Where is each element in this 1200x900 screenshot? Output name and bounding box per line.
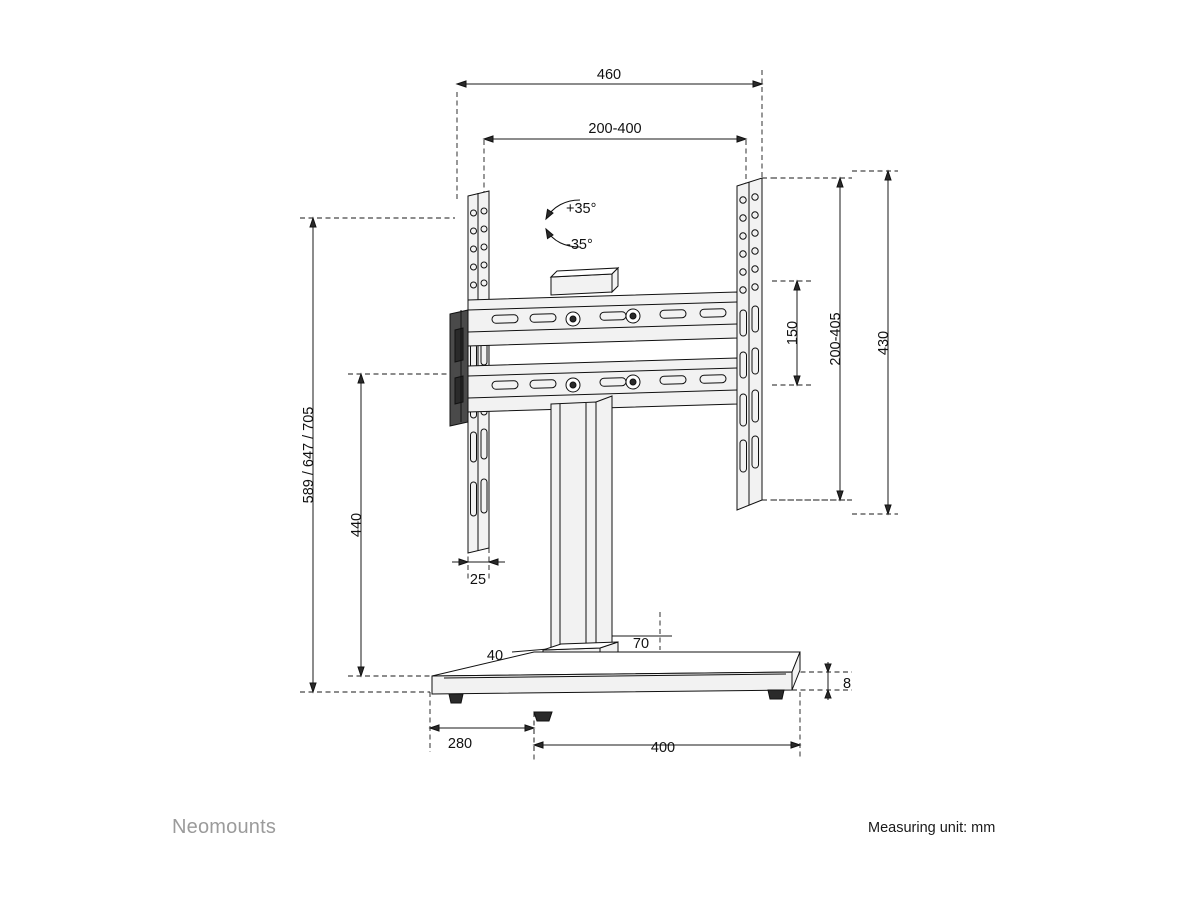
measuring-unit-note: Measuring unit: mm [868,820,996,836]
label-vesa-width: 200-400 [588,121,642,137]
brand-wordmark: Neomounts [172,816,277,838]
label-panel-height: 430 [876,330,892,356]
label-tilt-down: -35° [566,237,593,253]
center-column [551,396,612,660]
label-vesa-height: 200-405 [828,312,844,366]
top-lock-block [551,268,618,295]
upper-crossbar [468,292,737,346]
label-tilt-up: +35° [566,201,597,217]
label-base-width: 400 [650,740,676,756]
label-bracket-depth: 25 [469,572,487,588]
label-base-front-offset: 40 [486,648,504,664]
right-vesa-strip [737,178,762,510]
label-bracket-inner-height: 150 [785,320,801,346]
label-column-depth: 70 [632,636,650,652]
label-base-thickness: 8 [843,676,852,692]
label-column-height: 440 [349,512,365,538]
left-tilt-hinge [450,310,468,426]
label-height-options: 589 / 647 / 705 [301,406,317,504]
base-feet [449,690,784,721]
product-illustration [432,178,800,721]
label-top-width: 460 [596,67,622,83]
label-base-depth: 280 [447,736,473,752]
